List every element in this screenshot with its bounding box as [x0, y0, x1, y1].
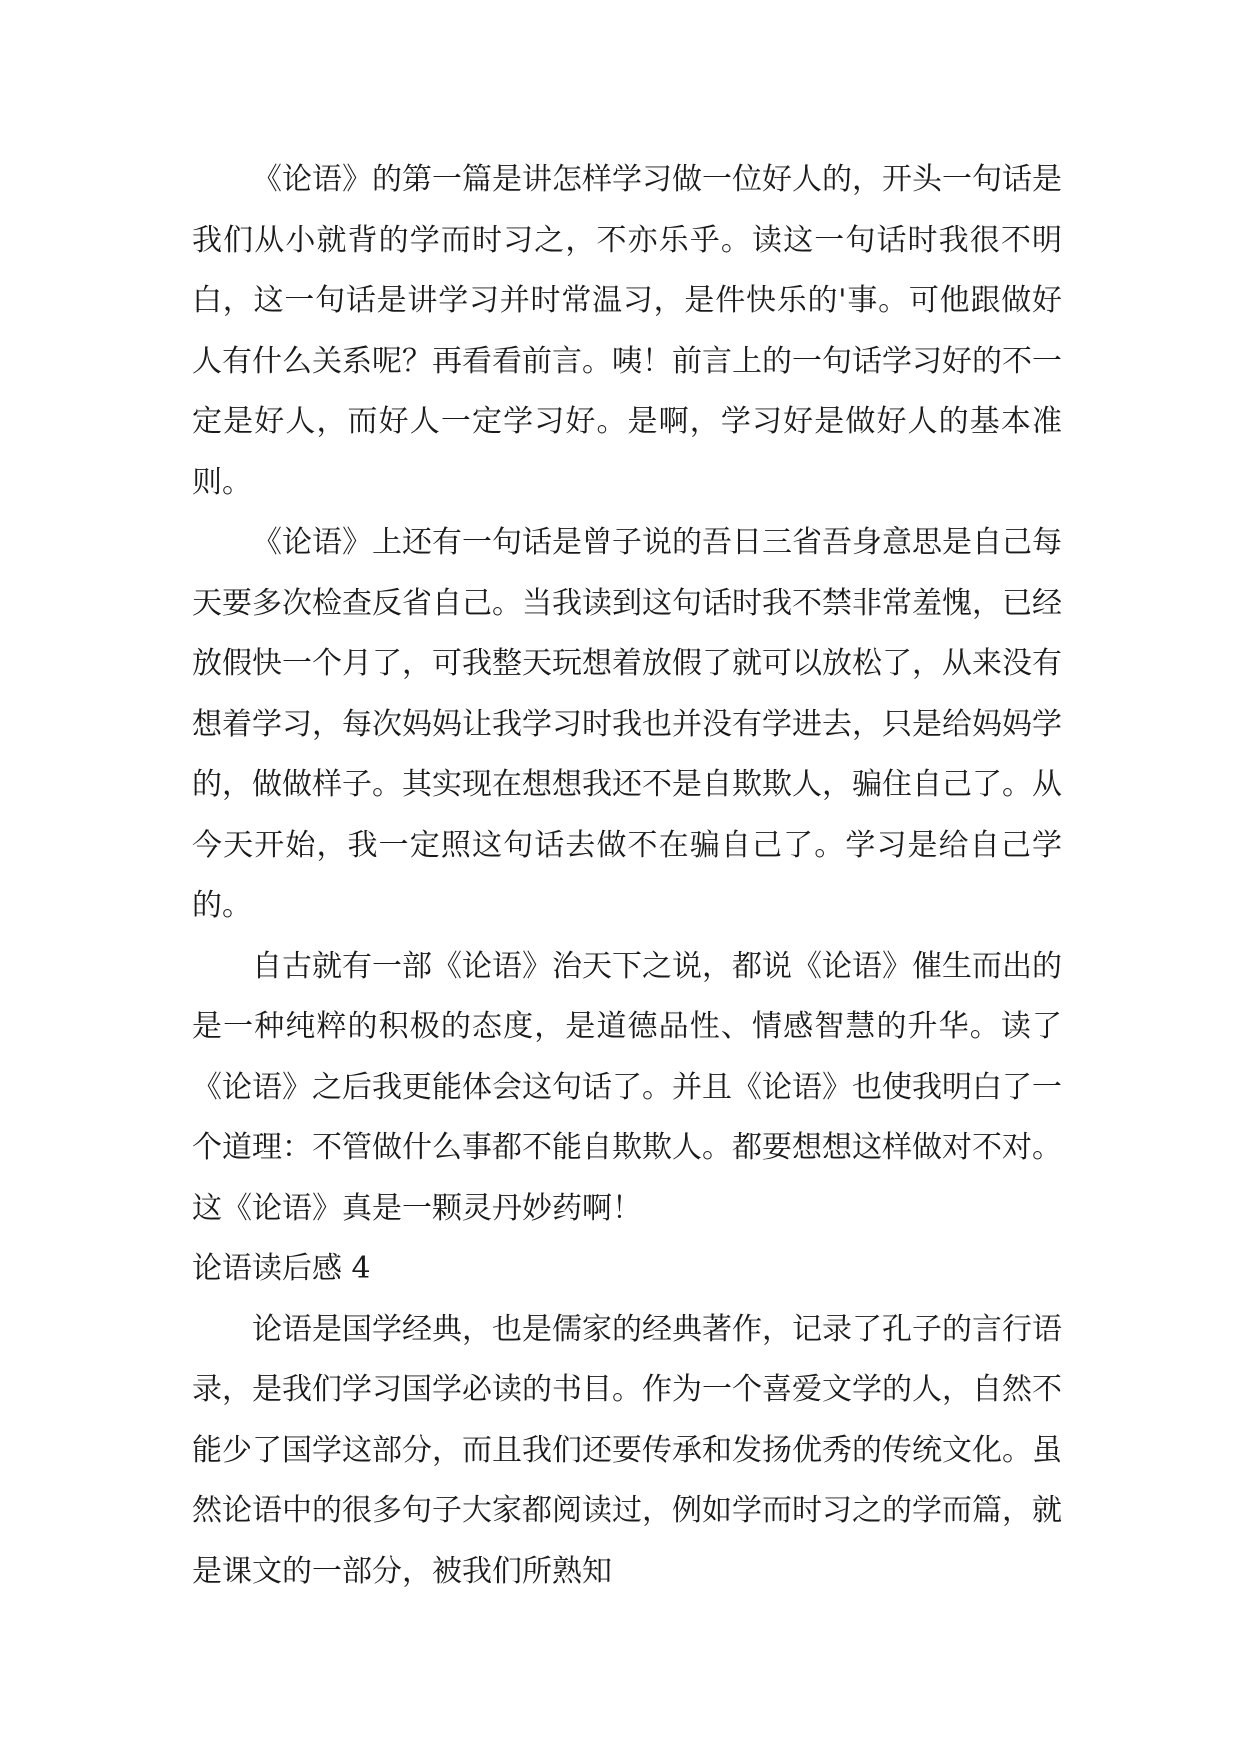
body-paragraph-2: 《论语》上还有一句话是曾子说的吾日三省吾身意思是自己每天要多次检查反省自己。当我读到这句话时我不禁非常羞愧，已经放假快一个月了，可我整天玩想着放假了就可以放松了，从来没有想着学习，每次妈妈让我学习时我也并没有学进去，只是给妈妈学的，做做样子。其实现在想想我还不是自欺欺人，骗住自己了。从今天开始，我一定照这句话去做不在骗自己了。学习是给自己学的。 — [192, 525, 1062, 923]
body-paragraph-4: 论语是国学经典，也是儒家的经典著作，记录了孔子的言行语录，是我们学习国学必读的书目。作为一个喜爱文学的人，自然不能少了国学这部分，而且我们还要传承和发扬优秀的传统文化。虽然论语中的很多句子大家都阅读过，例如学而时习之的学而篇，就是课文的一部分，被我们所熟知 — [192, 1311, 1062, 1589]
body-paragraph-3: 自古就有一部《论语》治天下之说，都说《论语》催生而出的是一种纯粹的积极的态度，是道德品性、情感智慧的升华。读了《论语》之后我更能体会这句话了。并且《论语》也使我明白了一个道理：不管做什么事都不能自欺欺人。都要想想这样做对不对。这《论语》真是一颗灵丹妙药啊！ — [192, 948, 1062, 1226]
section-heading: 论语读后感 4 — [192, 1251, 371, 1286]
body-paragraph-1: 《论语》的第一篇是讲怎样学习做一位好人的，开头一句话是我们从小就背的学而时习之，不亦乐乎。读这一句话时我很不明白，这一句话是讲学习并时常温习，是件快乐的'事。可他跟做好人有什么关系呢？再看看前言。咦！前言上的一句话学习好的不一定是好人，而好人一定学习好。是啊，学习好是做好人的基本准则。 — [192, 162, 1062, 500]
document-page — [192, 150, 1062, 1602]
